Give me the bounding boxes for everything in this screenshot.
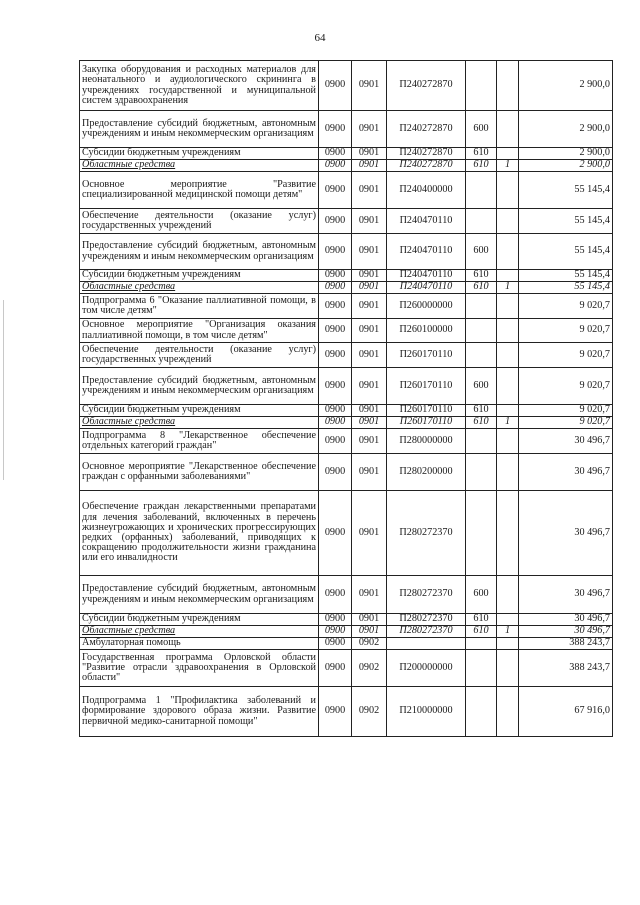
row-vr-cell xyxy=(466,687,497,737)
table-row xyxy=(80,234,613,270)
row-vr-cell: 610 xyxy=(466,614,497,626)
row-sum-cell: 9 020,7 xyxy=(519,417,613,429)
row-csr-cell: П240470110 xyxy=(387,234,466,270)
row-rz-cell: 0901 xyxy=(352,576,387,614)
row-vr-cell xyxy=(466,650,497,687)
row-csr-cell: П240272870 xyxy=(387,61,466,111)
table-row xyxy=(80,454,613,491)
row-vr-cell xyxy=(466,294,497,319)
row-gr-cell: 0900 xyxy=(319,368,352,405)
row-vr-cell xyxy=(466,343,497,368)
row-gr-cell: 0900 xyxy=(319,454,352,491)
table-body xyxy=(80,61,613,737)
row-sum-cell: 55 145,4 xyxy=(519,282,613,294)
row-gr-cell: 0900 xyxy=(319,160,352,172)
row-ist-cell xyxy=(497,687,519,737)
row-ist-cell xyxy=(497,270,519,282)
row-vr-cell xyxy=(466,319,497,343)
row-vr-cell xyxy=(466,429,497,454)
table-row xyxy=(80,368,613,405)
row-name-cell: Областные средства xyxy=(80,417,319,429)
row-vr-cell: 600 xyxy=(466,368,497,405)
row-rz-cell: 0901 xyxy=(352,343,387,368)
row-vr-cell: 600 xyxy=(466,111,497,148)
row-rz-cell: 0901 xyxy=(352,405,387,417)
table-row xyxy=(80,319,613,343)
row-gr-cell: 0900 xyxy=(319,576,352,614)
row-csr-cell: П240272870 xyxy=(387,111,466,148)
table-row xyxy=(80,687,613,737)
row-rz-cell: 0901 xyxy=(352,172,387,209)
row-gr-cell: 0900 xyxy=(319,294,352,319)
table-row xyxy=(80,576,613,614)
row-vr-cell xyxy=(466,209,497,234)
row-vr-cell: 610 xyxy=(466,405,497,417)
row-csr-cell: П260170110 xyxy=(387,417,466,429)
row-ist-cell: 1 xyxy=(497,282,519,294)
row-name-cell: Обеспечение граждан лекарственными препаратами для лечения заболеваний, включенных в перечень жизнеугрожающих и хронических прогрессирующих редких (орфанных) заболеваний, приводящих к сокращению продолжительности жизни гражданина или его инвалидности xyxy=(80,491,319,576)
row-sum-cell: 9 020,7 xyxy=(519,343,613,368)
row-gr-cell: 0900 xyxy=(319,417,352,429)
row-ist-cell xyxy=(497,614,519,626)
row-ist-cell xyxy=(497,429,519,454)
row-name-cell: Предоставление субсидий бюджетным, автономным учреждениям и иным некоммерческим организациям xyxy=(80,576,319,614)
row-name-cell: Субсидии бюджетным учреждениям xyxy=(80,405,319,417)
row-name-cell: Областные средства xyxy=(80,282,319,294)
row-csr-cell: П280272370 xyxy=(387,614,466,626)
row-ist-cell xyxy=(497,172,519,209)
row-vr-cell xyxy=(466,638,497,650)
row-vr-cell: 610 xyxy=(466,282,497,294)
row-ist-cell xyxy=(497,638,519,650)
row-gr-cell: 0900 xyxy=(319,491,352,576)
row-sum-cell: 30 496,7 xyxy=(519,614,613,626)
row-csr-cell: П240470110 xyxy=(387,282,466,294)
row-sum-cell: 2 900,0 xyxy=(519,61,613,111)
row-rz-cell: 0901 xyxy=(352,61,387,111)
row-ist-cell xyxy=(497,454,519,491)
row-vr-cell xyxy=(466,61,497,111)
row-name-cell: Субсидии бюджетным учреждениям xyxy=(80,614,319,626)
row-ist-cell: 1 xyxy=(497,160,519,172)
row-csr-cell: П260000000 xyxy=(387,294,466,319)
row-rz-cell: 0901 xyxy=(352,429,387,454)
row-rz-cell: 0901 xyxy=(352,294,387,319)
row-sum-cell: 55 145,4 xyxy=(519,172,613,209)
row-name-cell: Обеспечение деятельности (оказание услуг) государственных учреждений xyxy=(80,343,319,368)
row-rz-cell: 0901 xyxy=(352,454,387,491)
table-row xyxy=(80,209,613,234)
row-name-cell: Субсидии бюджетным учреждениям xyxy=(80,270,319,282)
row-csr-cell: П280000000 xyxy=(387,429,466,454)
row-csr-cell: П260170110 xyxy=(387,368,466,405)
row-gr-cell: 0900 xyxy=(319,638,352,650)
table-row xyxy=(80,270,613,282)
row-sum-cell: 55 145,4 xyxy=(519,234,613,270)
row-gr-cell: 0900 xyxy=(319,405,352,417)
row-name-cell: Подпрограмма 1 "Профилактика заболеваний и формирование здорового образа жизни. Развитие первичной медико-санитарной помощи" xyxy=(80,687,319,737)
row-rz-cell: 0902 xyxy=(352,650,387,687)
row-ist-cell xyxy=(497,368,519,405)
table-row xyxy=(80,148,613,160)
row-vr-cell xyxy=(466,172,497,209)
row-rz-cell: 0901 xyxy=(352,368,387,405)
table-row xyxy=(80,626,613,638)
row-rz-cell: 0901 xyxy=(352,160,387,172)
row-ist-cell xyxy=(497,405,519,417)
row-gr-cell: 0900 xyxy=(319,343,352,368)
row-csr-cell: П280272370 xyxy=(387,576,466,614)
row-ist-cell xyxy=(497,576,519,614)
row-name-cell: Подпрограмма 6 "Оказание паллиативной помощи, в том числе детям" xyxy=(80,294,319,319)
row-gr-cell: 0900 xyxy=(319,111,352,148)
row-ist-cell xyxy=(497,343,519,368)
row-sum-cell: 30 496,7 xyxy=(519,626,613,638)
row-sum-cell: 30 496,7 xyxy=(519,429,613,454)
budget-table xyxy=(79,60,613,737)
row-sum-cell: 2 900,0 xyxy=(519,160,613,172)
row-rz-cell: 0901 xyxy=(352,626,387,638)
table-row xyxy=(80,294,613,319)
row-csr-cell: П280272370 xyxy=(387,626,466,638)
row-csr-cell: П240272870 xyxy=(387,148,466,160)
row-gr-cell: 0900 xyxy=(319,270,352,282)
row-sum-cell: 30 496,7 xyxy=(519,576,613,614)
table-row xyxy=(80,614,613,626)
scan-edge-mark xyxy=(3,300,4,480)
row-sum-cell: 9 020,7 xyxy=(519,368,613,405)
row-rz-cell: 0901 xyxy=(352,491,387,576)
row-rz-cell: 0901 xyxy=(352,111,387,148)
row-vr-cell: 600 xyxy=(466,234,497,270)
row-gr-cell: 0900 xyxy=(319,148,352,160)
table-row xyxy=(80,343,613,368)
row-csr-cell: П240272870 xyxy=(387,160,466,172)
row-sum-cell: 55 145,4 xyxy=(519,209,613,234)
row-vr-cell: 610 xyxy=(466,417,497,429)
table-row xyxy=(80,172,613,209)
row-ist-cell xyxy=(497,650,519,687)
row-name-cell: Основное мероприятие "Лекарственное обеспечение граждан с орфанными заболеваниями" xyxy=(80,454,319,491)
row-ist-cell xyxy=(497,294,519,319)
row-rz-cell: 0901 xyxy=(352,270,387,282)
row-sum-cell: 9 020,7 xyxy=(519,405,613,417)
table-row xyxy=(80,429,613,454)
row-sum-cell: 30 496,7 xyxy=(519,491,613,576)
row-name-cell: Обеспечение деятельности (оказание услуг) государственных учреждений xyxy=(80,209,319,234)
row-rz-cell: 0901 xyxy=(352,614,387,626)
row-sum-cell: 9 020,7 xyxy=(519,319,613,343)
table-row xyxy=(80,160,613,172)
row-ist-cell: 1 xyxy=(497,417,519,429)
row-vr-cell: 610 xyxy=(466,270,497,282)
row-gr-cell: 0900 xyxy=(319,282,352,294)
row-ist-cell xyxy=(497,148,519,160)
row-gr-cell: 0900 xyxy=(319,61,352,111)
table-row xyxy=(80,61,613,111)
row-csr-cell: П240400000 xyxy=(387,172,466,209)
row-rz-cell: 0901 xyxy=(352,319,387,343)
page-number: 64 xyxy=(314,32,326,44)
row-sum-cell: 9 020,7 xyxy=(519,294,613,319)
row-name-cell: Амбулаторная помощь xyxy=(80,638,319,650)
row-gr-cell: 0900 xyxy=(319,234,352,270)
table-row xyxy=(80,650,613,687)
row-sum-cell: 388 243,7 xyxy=(519,650,613,687)
row-name-cell: Областные средства xyxy=(80,160,319,172)
row-vr-cell: 600 xyxy=(466,576,497,614)
row-rz-cell: 0901 xyxy=(352,282,387,294)
row-rz-cell: 0901 xyxy=(352,234,387,270)
table-row xyxy=(80,417,613,429)
row-sum-cell: 55 145,4 xyxy=(519,270,613,282)
row-csr-cell: П240470110 xyxy=(387,270,466,282)
row-rz-cell: 0901 xyxy=(352,417,387,429)
row-vr-cell xyxy=(466,454,497,491)
row-gr-cell: 0900 xyxy=(319,687,352,737)
row-gr-cell: 0900 xyxy=(319,172,352,209)
row-ist-cell xyxy=(497,234,519,270)
row-sum-cell: 30 496,7 xyxy=(519,454,613,491)
row-name-cell: Предоставление субсидий бюджетным, автономным учреждениям и иным некоммерческим организациям xyxy=(80,234,319,270)
row-vr-cell: 610 xyxy=(466,626,497,638)
row-sum-cell: 388 243,7 xyxy=(519,638,613,650)
table-row xyxy=(80,491,613,576)
row-name-cell: Предоставление субсидий бюджетным, автономным учреждениям и иным некоммерческим организациям xyxy=(80,111,319,148)
row-ist-cell xyxy=(497,111,519,148)
row-name-cell: Подпрограмма 8 "Лекарственное обеспечение отдельных категорий граждан" xyxy=(80,429,319,454)
row-csr-cell: П260100000 xyxy=(387,319,466,343)
table-row xyxy=(80,638,613,650)
row-ist-cell xyxy=(497,209,519,234)
row-name-cell: Областные средства xyxy=(80,626,319,638)
row-csr-cell: П200000000 xyxy=(387,650,466,687)
row-gr-cell: 0900 xyxy=(319,429,352,454)
row-csr-cell: П240470110 xyxy=(387,209,466,234)
table-row xyxy=(80,111,613,148)
row-name-cell: Предоставление субсидий бюджетным, автономным учреждениям и иным некоммерческим организациям xyxy=(80,368,319,405)
row-ist-cell: 1 xyxy=(497,626,519,638)
row-ist-cell xyxy=(497,319,519,343)
row-csr-cell: П260170110 xyxy=(387,343,466,368)
row-ist-cell xyxy=(497,61,519,111)
row-sum-cell: 67 916,0 xyxy=(519,687,613,737)
row-csr-cell: П210000000 xyxy=(387,687,466,737)
table-row xyxy=(80,282,613,294)
row-rz-cell: 0902 xyxy=(352,638,387,650)
row-csr-cell xyxy=(387,638,466,650)
row-rz-cell: 0901 xyxy=(352,148,387,160)
row-gr-cell: 0900 xyxy=(319,626,352,638)
row-gr-cell: 0900 xyxy=(319,614,352,626)
row-gr-cell: 0900 xyxy=(319,650,352,687)
row-gr-cell: 0900 xyxy=(319,319,352,343)
row-name-cell: Основное мероприятие "Развитие специализированной медицинской помощи детям" xyxy=(80,172,319,209)
row-name-cell: Закупка оборудования и расходных материалов для неонатального и аудиологического скрининга в учреждениях государственной и муниципальной систем здравоохранения xyxy=(80,61,319,111)
row-vr-cell: 610 xyxy=(466,148,497,160)
row-csr-cell: П280272370 xyxy=(387,491,466,576)
row-name-cell: Государственная программа Орловской области "Развитие отрасли здравоохранения в Орловской области" xyxy=(80,650,319,687)
row-rz-cell: 0902 xyxy=(352,687,387,737)
row-vr-cell xyxy=(466,491,497,576)
row-ist-cell xyxy=(497,491,519,576)
row-csr-cell: П280200000 xyxy=(387,454,466,491)
row-sum-cell: 2 900,0 xyxy=(519,148,613,160)
row-csr-cell: П260170110 xyxy=(387,405,466,417)
table-row xyxy=(80,405,613,417)
row-name-cell: Субсидии бюджетным учреждениям xyxy=(80,148,319,160)
row-gr-cell: 0900 xyxy=(319,209,352,234)
row-name-cell: Основное мероприятие "Организация оказания паллиативной помощи, в том числе детям" xyxy=(80,319,319,343)
row-vr-cell: 610 xyxy=(466,160,497,172)
row-sum-cell: 2 900,0 xyxy=(519,111,613,148)
row-rz-cell: 0901 xyxy=(352,209,387,234)
